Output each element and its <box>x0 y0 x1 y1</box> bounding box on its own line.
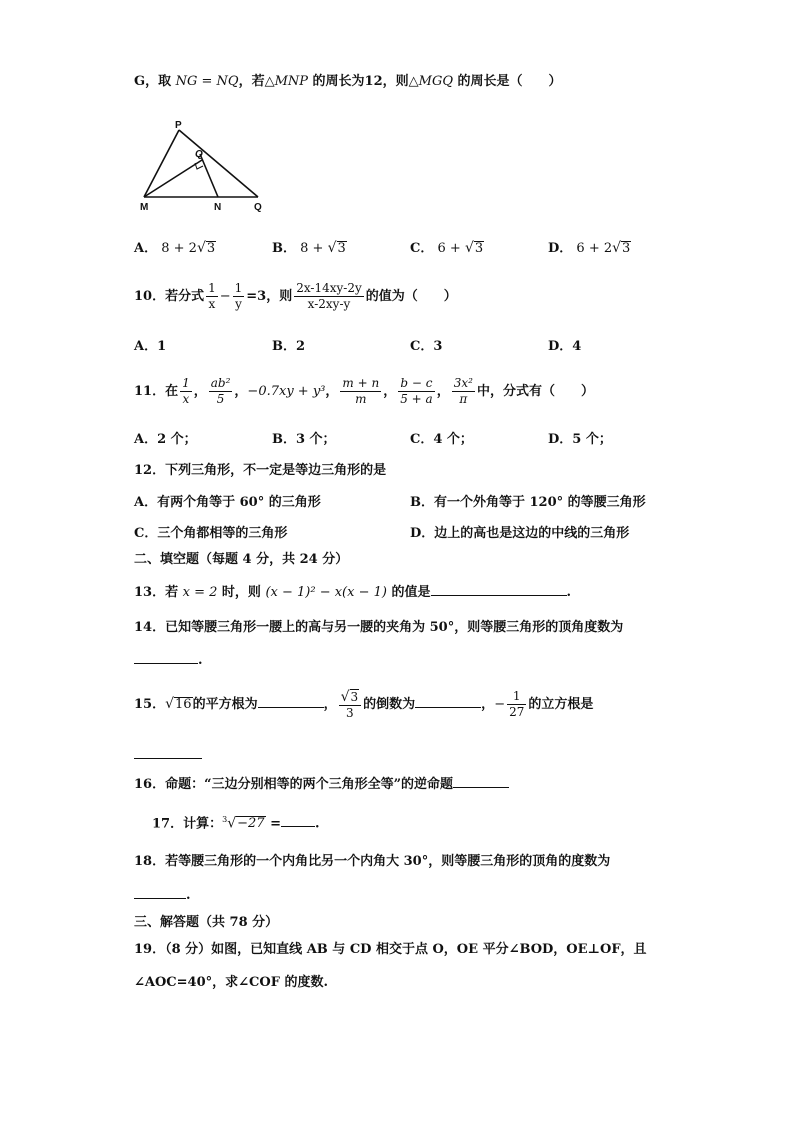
q13-math-x2: x = 2 <box>182 585 218 600</box>
q15: 15．√16的平方根为 ， $\frac{√3}{3}$ 的倒数为 ，− $\frac{1}{27}$ 的立方根是 <box>134 688 594 720</box>
section-answer-title: 三、解答题（共 78 分） <box>134 915 279 930</box>
q11-option-d: D．5 个； <box>548 432 612 447</box>
q9-stem-pre: G，取 <box>134 74 176 89</box>
q11-stem: 11．在 $\frac{1}{x}$ ， $\frac{\text{ab²}}{5}$ ，−0.7xy + y³， $\frac{m + n}{m}$ ， $\frac{b - c}{5 + a}$ ， $\frac{\text{3x²}}{\pi}$ 中，分式有（ ） <box>134 376 594 406</box>
q9-option-b-letter: B． <box>272 241 296 256</box>
q17-radicand: −27 <box>237 816 265 832</box>
q9-math-mgq: MGQ <box>418 74 454 89</box>
q14-answer-blank[interactable] <box>134 651 198 664</box>
q9-option-d-rad: 3 <box>622 241 631 256</box>
q11-frac-1-over-x: $\frac{1}{x}$ <box>182 376 190 406</box>
q14-line1: 14．已知等腰三角形一腰上的高与另一腰的夹角为 50°，则等腰三角形的顶角度数为 <box>134 620 624 635</box>
q9-option-d-pre: 6 + 2 <box>576 241 613 256</box>
q18-line1: 18．若等腰三角形的一个内角比另一个内角大 30°，则等腰三角形的顶角的度数为 <box>134 854 611 869</box>
q10-option-b: B．2 <box>272 339 306 354</box>
q15-blank-2[interactable] <box>415 695 481 708</box>
q9-option-d-letter: D． <box>548 241 573 256</box>
section-fill-in-title: 二、填空题（每题 4 分，共 24 分） <box>134 552 349 567</box>
q9-stem <box>134 73 562 91</box>
q17-answer-blank[interactable] <box>281 814 315 827</box>
q15-frac-sqrt3-over-3: $\frac{√3}{3}$ <box>339 689 362 721</box>
q10-frac-1-over-y: $\frac{1}{y}$ <box>234 281 243 311</box>
q10-stem <box>134 280 457 314</box>
q9-option-b: B． 8 + √3 <box>272 240 346 256</box>
q9-math-mnp: MNP <box>274 74 309 89</box>
q12-option-d: D．边上的高也是这边的中线的三角形 <box>410 526 630 541</box>
q10-frac-1-over-x: $\frac{1}{x}$ <box>208 281 216 311</box>
label-p: P <box>175 120 182 131</box>
q9-option-b-rad: 3 <box>337 241 346 256</box>
q10-option-c: C．3 <box>410 339 443 354</box>
q9-option-c: C． 6 + √3 <box>410 240 484 256</box>
q19-line2: ∠AOC=40°，求∠COF 的度数. <box>134 975 328 990</box>
q18-answer-blank[interactable] <box>134 886 186 899</box>
q15-blank-1[interactable] <box>258 695 324 708</box>
q12-option-b: B．有一个外角等于 120° 的等腰三角形 <box>410 495 646 510</box>
q14-answer: . <box>134 651 203 670</box>
q10-num: 10．若分式 <box>134 289 205 304</box>
q12-stem: 12．下列三角形，不一定是等边三角形的是 <box>134 463 387 478</box>
q15-blank-3[interactable] <box>134 758 202 759</box>
segment-mp <box>144 130 179 197</box>
q18-answer: . <box>134 886 191 905</box>
q11-num: 11．在 <box>134 384 179 399</box>
q13-math-expr: (x − 1)² − x(x − 1) <box>265 585 387 600</box>
q9-option-d: D． 6 + 2√3 <box>548 240 631 256</box>
q12-option-c: C．三个角都相等的三角形 <box>134 526 288 541</box>
q9-option-c-pre: 6 + <box>437 241 465 256</box>
q9-option-c-letter: C． <box>410 241 434 256</box>
q9-math-ng-nq: NG = NQ <box>175 74 239 89</box>
q9-option-a: A． 8 + 2√3 <box>134 240 216 256</box>
segment-pq <box>179 130 258 197</box>
q9-option-a-pre: 8 + 2 <box>161 241 197 256</box>
q9-stem-mid2: 的周长为12，则△ <box>308 74 419 89</box>
q13-answer-blank[interactable] <box>431 583 567 596</box>
label-m: M <box>140 202 149 213</box>
q9-option-c-rad: 3 <box>474 241 484 256</box>
q9-option-a-rad: 3 <box>206 241 216 256</box>
q17-cube-root-index: 3 <box>222 815 228 824</box>
q10-eq: =3，则 <box>246 289 293 304</box>
q13: 13．若 x = 2 时，则 (x − 1)² − x(x − 1) 的值是 . <box>134 585 572 600</box>
triangle-figure <box>134 118 274 218</box>
label-n: N <box>214 202 222 213</box>
q11-post: 中，分式有（ ） <box>476 384 594 399</box>
label-q: Q <box>254 202 262 213</box>
q11-frac-bc-over-5a: $\frac{b - c}{5 + a}$ <box>400 376 433 406</box>
q16: 16．命题：“三边分别相等的两个三角形全等”的逆命题 <box>134 775 509 794</box>
q11-frac-ab2-over-5: $\frac{\text{ab²}}{5}$ <box>210 376 231 406</box>
q11-frac-3x2-over-pi: $\frac{\text{3x²}}{\pi}$ <box>453 376 473 406</box>
q15-sqrt16: 16 <box>175 697 192 712</box>
segment-mg <box>144 160 202 197</box>
q9-stem-post: 的周长是（ ） <box>453 74 562 89</box>
q10-option-a: A．1 <box>134 339 167 354</box>
q16-answer-blank[interactable] <box>453 775 509 788</box>
q10-post: 的值为（ ） <box>365 289 457 304</box>
q9-option-a-letter: A． <box>134 241 158 256</box>
q11-expr: −0.7xy + y³ <box>247 384 326 399</box>
q9-stem-mid: ，若△ <box>238 74 275 89</box>
q11-option-b: B．3 个； <box>272 432 336 447</box>
q11-option-a: A．2 个； <box>134 432 197 447</box>
q9-option-b-pre: 8 + <box>300 241 328 256</box>
q12-option-a: A．有两个角等于 60° 的三角形 <box>134 495 321 510</box>
q11-frac-mn-over-m: $\frac{m + n}{m}$ <box>342 376 380 406</box>
q11-option-c: C．4 个； <box>410 432 473 447</box>
q17: 17．计算：$^3$√−27 = . <box>152 815 320 832</box>
q19-line1: 19．（8 分）如图，已知直线 AB 与 CD 相交于点 O，OE 平分∠BOD，OE⊥OF，且 <box>134 942 647 957</box>
q10-option-d: D．4 <box>548 339 582 354</box>
q10-minus: − <box>219 289 231 304</box>
q15-frac-1-over-27: $\frac{1}{27}$ <box>509 689 525 719</box>
label-q-inner: Q <box>195 149 203 160</box>
q10-frac-expr: $\frac{2x-14xy-2y}{x-2xy-y}$ <box>296 281 362 311</box>
